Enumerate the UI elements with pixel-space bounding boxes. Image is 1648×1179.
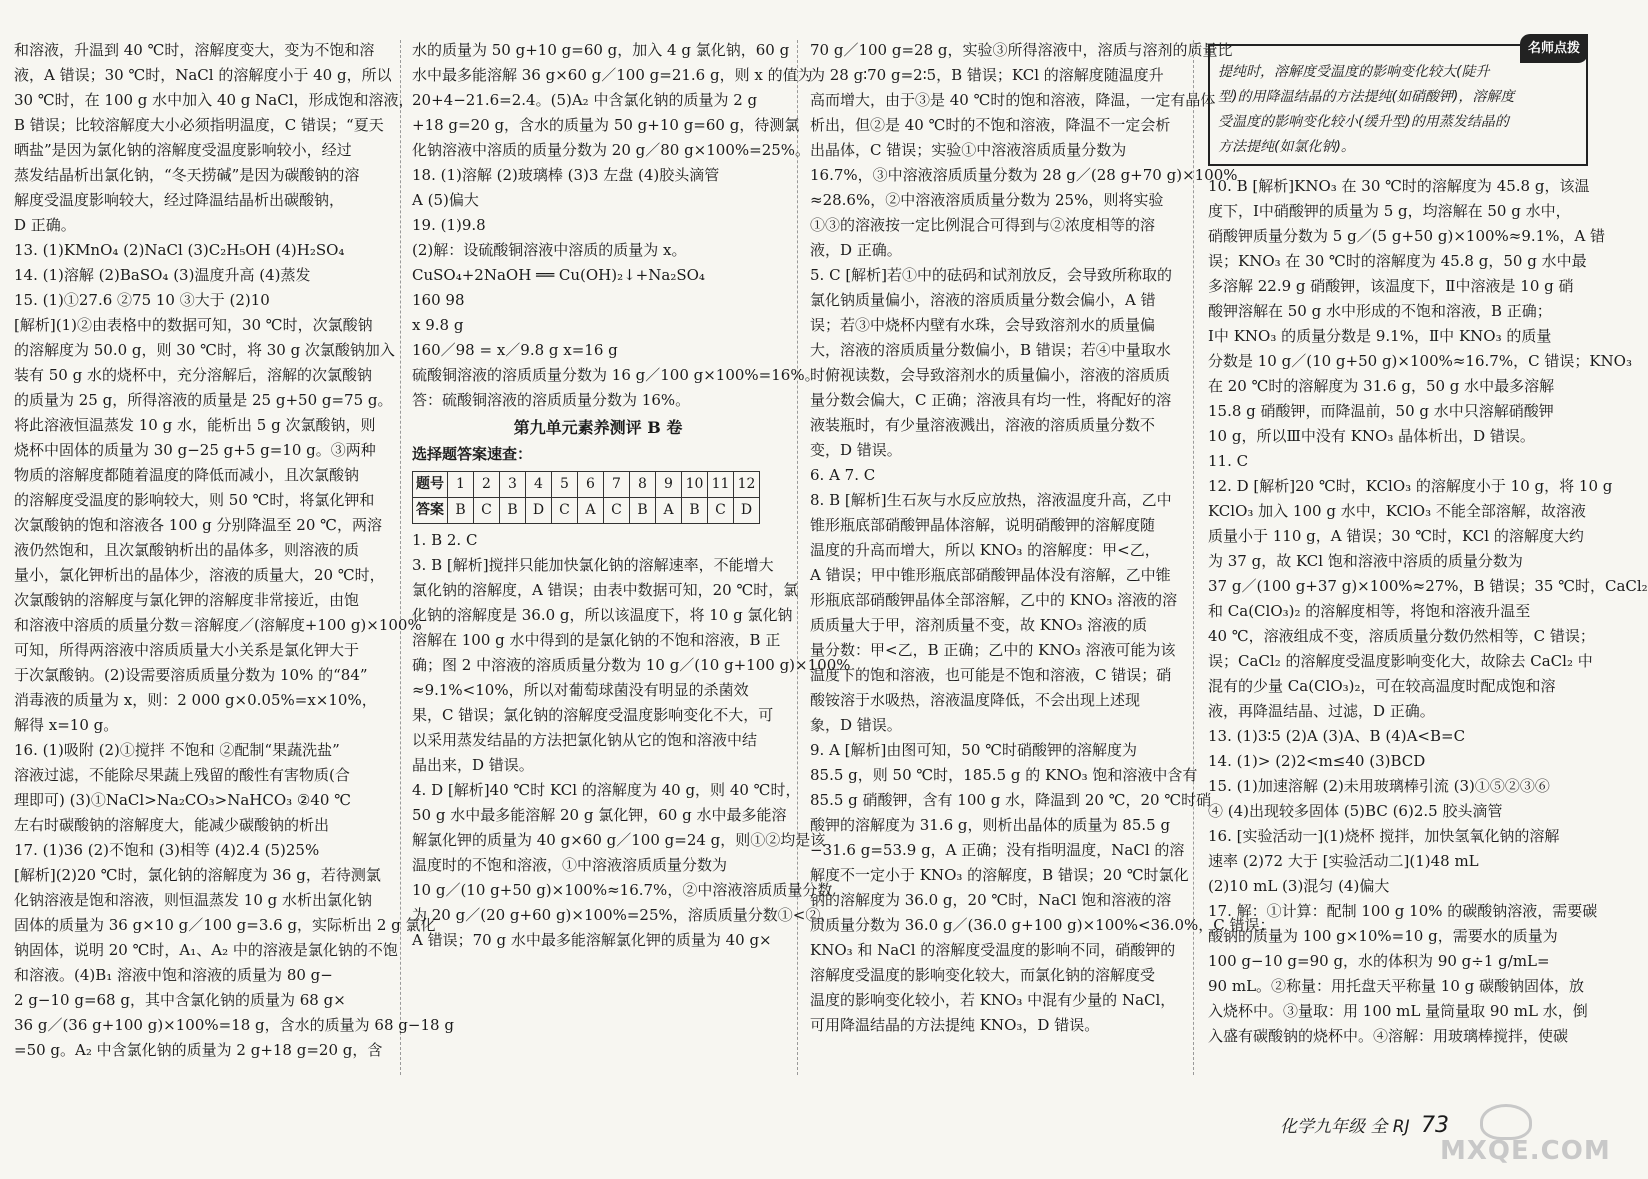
text-line: 误；若③中烧杯内壁有水珠，会导致溶剂水的质量偏 xyxy=(810,316,1156,334)
text-line: A 错误；甲中锥形瓶底部硝酸钾晶体没有溶解，乙中锥 xyxy=(810,566,1171,584)
text-line: 13. (1)KMnO₄ (2)NaCl (3)C₂H₅OH (4)H₂SO₄ xyxy=(14,241,345,259)
text-line: 16.7%，③中溶液溶质质量分数为 28 g／(28 g+70 g)×100% xyxy=(810,166,1238,184)
text-line: 入烧杯中。③量取：用 100 mL 量筒量取 90 mL 水，倒 xyxy=(1208,1002,1588,1020)
text-line: 误；CaCl₂ 的溶解度受温度影响变化大，故除去 CaCl₂ 中 xyxy=(1208,652,1593,670)
text-line: 答：硫酸铜溶液的溶质质量分数为 16%。 xyxy=(412,391,691,409)
text-line: KClO₃ 加入 100 g 水中，KClO₃ 不能全部溶解，故溶液 xyxy=(1208,502,1586,520)
text-line: 3. B [解析]搅拌只能加快氯化钠的溶解速率，不能增大 xyxy=(412,556,774,574)
answer-table-answer-row xyxy=(413,498,760,524)
text-line: 12. D [解析]20 ℃时，KClO₃ 的溶解度小于 10 g，将 10 g xyxy=(1208,477,1613,495)
question-number: 5 xyxy=(552,472,578,498)
text-line: 90 mL。②称量：用托盘天平称量 10 g 碳酸钠固体，放 xyxy=(1208,977,1585,995)
text-line: ④ (4)出现较多固体 (5)BC (6)2.5 胶头滴管 xyxy=(1208,802,1503,820)
text-line: 温度的影响变化较小，若 KNO₃ 中混有少量的 NaCl， xyxy=(810,991,1176,1009)
text-line: 大，溶液的溶质质量分数偏小，B 错误；若④中量取水 xyxy=(810,341,1171,359)
text-line: 酸钾的溶解度为 31.6 g，则析出晶体的质量为 85.5 g xyxy=(810,816,1171,834)
text-line: 可知，所得两溶液中溶质质量大小关系是氯化钾大于 xyxy=(14,641,360,659)
text-line: 解度不一定小于 KNO₃ 的溶解度，B 错误；20 ℃时氯化 xyxy=(810,866,1189,884)
text-line: 消毒液的质量为 x，则：2 000 g×0.05%=x×10%， xyxy=(14,691,377,709)
text-line: 40 ℃，溶液组成不变，溶质质量分数仍然相等，C 错误； xyxy=(1208,627,1595,645)
question-number: 10 xyxy=(682,472,708,498)
text-line: 水的质量为 50 g+10 g=60 g，加入 4 g 氯化钠，60 g xyxy=(412,41,790,59)
answer-cell: B xyxy=(500,498,526,524)
text-line: 固体的质量为 36 g×10 g／100 g=3.6 g，实际析出 2 g 氯化 xyxy=(14,916,436,934)
text-line: 温度的升高而增大，所以 KNO₃ 的溶解度：甲<乙， xyxy=(810,541,1160,559)
teacher-tip-badge: 名师点拨 xyxy=(1520,34,1588,63)
text-line: 次氯酸钠的饱和溶液各 100 g 分别降温至 20 ℃，两溶 xyxy=(14,516,382,534)
text-line: 溶解在 100 g 水中得到的是氯化钠的不饱和溶液，B 正 xyxy=(412,631,781,649)
text-line: ①③的溶液按一定比例混合可得到与②浓度相等的溶 xyxy=(810,216,1156,234)
answer-cell: B xyxy=(448,498,474,524)
text-line: 量分数：甲<乙，B 正确；乙中的 KNO₃ 溶液可能为该 xyxy=(810,641,1176,659)
text-line: 时俯视读数，会导致溶剂水的质量偏小，溶液的溶质质 xyxy=(810,366,1171,384)
text-line: 和 Ca(ClO₃)₂ 的溶解度相等，将饱和溶液升温至 xyxy=(1208,602,1531,620)
text-line: 理即可) (3)①NaCl>Na₂CO₃>NaHCO₃ ②40 ℃ xyxy=(14,791,352,809)
text-line: 16. [实验活动一](1)烧杯 搅拌，加快氢氧化钠的溶解 xyxy=(1208,827,1560,845)
text-line: D 正确。 xyxy=(14,216,76,234)
text-line: 15. (1)①27.6 ②75 10 ③大于 (2)10 xyxy=(14,291,270,309)
text-line: 水中最多能溶解 36 g×60 g／100 g=21.6 g，则 x 的值为 xyxy=(412,66,813,84)
text-line: 温度时的不饱和溶液，①中溶液溶质质量分数为 xyxy=(412,856,728,874)
text-line: 量分数会偏大，C 正确；溶液具有均一性，将配好的溶 xyxy=(810,391,1172,409)
answer-cell: A xyxy=(656,498,682,524)
text-line: 混有的少量 Ca(ClO₃)₂，可在较高温度时配成饱和溶 xyxy=(1208,677,1556,695)
text-line: 氯化钠质量偏小，溶液的溶质质量分数会偏小，A 错 xyxy=(810,291,1156,309)
text-line: 氯化钠的溶解度，A 错误；由表中数据可知，20 ℃时，氯 xyxy=(412,581,799,599)
text-line: 1. B 2. C xyxy=(412,531,478,549)
text-line: 提纯时，溶解度受温度的影响变化较大(陡升 xyxy=(1218,64,1490,80)
text-line: 质质量分数为 36.0 g／(36.0 g+100 g)×100%<36.0%，C 错误； xyxy=(810,916,1275,934)
text-line: 溶液过滤，不能除尽果蔬上残留的酸性有害物质(合 xyxy=(14,766,350,784)
text-line: 17. 解：①计算：配制 100 g 10% 的碳酸钠溶液，需要碳 xyxy=(1208,902,1598,920)
text-line: 量小，氯化钾析出的晶体少，溶液的质量大，20 ℃时， xyxy=(14,566,385,584)
answer-cell: B xyxy=(682,498,708,524)
text-line: 确；图 2 中溶液的溶质质量分数为 10 g／(10 g+100 g)×100% xyxy=(412,656,851,674)
page-number: 73 xyxy=(1421,1113,1450,1138)
text-line: B 错误；比较溶解度大小必须指明温度，C 错误；“夏天 xyxy=(14,116,384,134)
text-line: 10. B [解析]KNO₃ 在 30 ℃时的溶解度为 45.8 g，该温 xyxy=(1208,177,1590,195)
question-number: 12 xyxy=(734,472,760,498)
text-line: 变，D 错误。 xyxy=(810,441,902,459)
text-line: 型)的用降温结晶的方法提纯(如硝酸钾)，溶解度 xyxy=(1218,89,1515,105)
text-line: 36 g／(36 g+100 g)×100%=18 g，含水的质量为 68 g−18 g xyxy=(14,1016,454,1034)
text-line: 和溶液。(4)B₁ 溶液中饱和溶液的质量为 80 g− xyxy=(14,966,333,984)
answer-cell: B xyxy=(630,498,656,524)
text-line: 16. (1)吸附 (2)①搅拌 不饱和 ②配制“果蔬洗盐” xyxy=(14,741,340,759)
text-line: 入盛有碳酸钠的烧杯中。④溶解：用玻璃棒搅拌，使碳 xyxy=(1208,1027,1569,1045)
text-line: −31.6 g=53.9 g，A 正确；没有指明温度，NaCl 的溶 xyxy=(810,841,1185,859)
teacher-tip-lines xyxy=(1218,60,1578,160)
text-line: A (5)偏大 xyxy=(412,191,479,209)
text-line: 出晶体，C 错误；实验①中溶液溶质质量分数为 xyxy=(810,141,1127,159)
text-line: +18 g=20 g，含水的质量为 50 g+10 g=60 g，待测氯 xyxy=(412,116,800,134)
text-line: 10 g／(10 g+50 g)×100%≈16.7%，②中溶液溶质质量分数 xyxy=(412,881,833,899)
watermark: MXQE.COM xyxy=(1440,1136,1611,1166)
text-line: 质量小于 110 g，A 错误；30 ℃时，KCl 的溶解度大约 xyxy=(1208,527,1584,545)
answer-table-answer-header: 答案 xyxy=(413,498,448,524)
question-number: 7 xyxy=(604,472,630,498)
text-line: 液，D 正确。 xyxy=(810,241,902,259)
text-line: ≈28.6%，②中溶液溶质质量分数为 25%，则将实验 xyxy=(810,191,1164,209)
text-line: 解得 x=10 g。 xyxy=(14,716,119,734)
answer-table-number-row xyxy=(413,472,760,498)
question-number: 8 xyxy=(630,472,656,498)
text-line: 17. (1)36 (2)不饱和 (3)相等 (4)2.4 (5)25% xyxy=(14,841,320,859)
text-line: x 9.8 g xyxy=(412,316,464,334)
text-line: 8. B [解析]生石灰与水反应放热，溶液温度升高，乙中 xyxy=(810,491,1172,509)
question-number: 9 xyxy=(656,472,682,498)
text-line: 液，再降温结晶、过滤，D 正确。 xyxy=(1208,702,1435,720)
question-number: 11 xyxy=(708,472,734,498)
text-line: Ⅰ中 KNO₃ 的质量分数是 9.1%，Ⅱ中 KNO₃ 的质量 xyxy=(1208,327,1552,345)
text-line: 化钠溶液中溶质的质量分数为 20 g／80 g×100%=25%。 xyxy=(412,141,811,159)
text-line: 9. A [解析]由图可知，50 ℃时硝酸钾的溶解度为 xyxy=(810,741,1138,759)
text-line: 2 g−10 g=68 g，其中含氯化钠的质量为 68 g× xyxy=(14,991,346,1009)
text-line: 速率 (2)72 大于 [实验活动二](1)48 mL xyxy=(1208,852,1479,870)
answer-cell: D xyxy=(734,498,760,524)
text-line: 为 28 g∶70 g=2∶5，B 错误；KCl 的溶解度随温度升 xyxy=(810,66,1164,84)
text-line: 化钠溶液是饱和溶液，则恒温蒸发 10 g 水析出氯化钠 xyxy=(14,891,372,909)
text-line: 以采用蒸发结晶的方法把氯化钠从它的饱和溶液中结 xyxy=(412,731,758,749)
text-line: 液仍然饱和，且次氯酸钠析出的晶体多，则溶液的质 xyxy=(14,541,360,559)
text-line: 和溶液中溶质的质量分数＝溶解度／(溶解度+100 g)×100% xyxy=(14,616,422,634)
page-footer xyxy=(1280,1112,1449,1138)
column-4 xyxy=(1208,38,1648,1049)
text-line: 锥形瓶底部硝酸钾晶体溶解，说明硝酸钾的溶解度随 xyxy=(810,516,1156,534)
text-line: 18. (1)溶解 (2)玻璃棒 (3)3 左盘 (4)胶头滴管 xyxy=(412,166,720,184)
text-line: =50 g。A₂ 中含氯化钠的质量为 2 g+18 g=20 g，含 xyxy=(14,1041,383,1059)
answer-cell: C xyxy=(474,498,500,524)
text-line: 5. C [解析]若①中的砝码和试剂放反，会导致所称取的 xyxy=(810,266,1173,284)
section-title: 第九单元素养测评 B 卷 xyxy=(513,418,683,437)
text-line: 果，C 错误；氯化钠的溶解度受温度影响变化不大，可 xyxy=(412,706,774,724)
footer-subject: 化学九年级 全 RJ xyxy=(1280,1117,1410,1137)
teacher-tip-box xyxy=(1208,41,1588,166)
text-line: 晒盐”是因为氯化钠的溶解度受温度影响较小，经过 xyxy=(14,141,352,159)
text-line: ≈9.1%<10%，所以对葡萄球菌没有明显的杀菌效 xyxy=(412,681,749,699)
text-line: 的溶解度受温度的影响较大，则 50 ℃时，将氯化钾和 xyxy=(14,491,375,509)
text-line: 的溶解度为 50.0 g，则 30 ℃时，将 30 g 次氯酸钠加入 xyxy=(14,341,395,359)
text-line: 象，D 错误。 xyxy=(810,716,902,734)
text-line: 酸铵溶于水吸热，溶液温度降低，不会出现上述现 xyxy=(810,691,1141,709)
text-line: 钠的溶解度为 36.0 g，20 ℃时，NaCl 饱和溶液的溶 xyxy=(810,891,1172,909)
text-line: 物质的溶解度都随着温度的降低而减小，且次氯酸钠 xyxy=(14,466,360,484)
text-line: 在 20 ℃时的溶解度为 31.6 g，50 g 水中最多溶解 xyxy=(1208,377,1555,395)
text-line: 液装瓶时，有少量溶液溅出，溶液的溶质质量分数不 xyxy=(810,416,1156,434)
text-line: 受温度的影响变化较小(缓升型)的用蒸发结晶的 xyxy=(1218,114,1509,130)
text-line: 左右时碳酸钠的溶解度大，能减少碳酸钠的析出 xyxy=(14,816,330,834)
text-line: 14. (1)溶解 (2)BaSO₄ (3)温度升高 (4)蒸发 xyxy=(14,266,311,284)
text-line: 多溶解 22.9 g 硝酸钾，该温度下，Ⅱ中溶液是 10 g 硝 xyxy=(1208,277,1574,295)
text-line: 将此溶液恒温蒸发 10 g 水，能析出 5 g 次氯酸钠，则 xyxy=(14,416,376,434)
text-line: 50 g 水中最多能溶解 20 g 氯化钾，60 g 水中最多能溶 xyxy=(412,806,787,824)
answer-check-label: 选择题答案速查： xyxy=(412,445,533,463)
column-4-lines xyxy=(1208,174,1648,1049)
question-number: 3 xyxy=(500,472,526,498)
text-line: 解氯化钾的质量为 40 g×60 g／100 g=24 g，则①②均是该 xyxy=(412,831,826,849)
text-line: 蒸发结晶析出氯化钠，“冬天捞碱”是因为碳酸钠的溶 xyxy=(14,166,360,184)
text-line: 100 g−10 g=90 g，水的体积为 90 g÷1 g/mL= xyxy=(1208,952,1550,970)
text-line: 于次氯酸钠。(2)设需要溶质质量分数为 10% 的“84” xyxy=(14,666,368,684)
question-number: 6 xyxy=(578,472,604,498)
text-line: 方法提纯(如氯化钠)。 xyxy=(1218,139,1355,155)
text-line: 6. A 7. C xyxy=(810,466,876,484)
text-line: 160 98 xyxy=(412,291,465,309)
text-line: 高而增大，由于③是 40 ℃时的饱和溶液，降温，一定有晶体 xyxy=(810,91,1216,109)
question-number: 4 xyxy=(526,472,552,498)
text-line: 10 g，所以Ⅲ中没有 KNO₃ 晶体析出，D 错误。 xyxy=(1208,427,1535,445)
text-line: 14. (1)> (2)2<m≤40 (3)BCD xyxy=(1208,752,1426,770)
column-2-lines xyxy=(412,38,820,413)
answer-cell: A xyxy=(578,498,604,524)
watermark-logo-icon xyxy=(1480,1104,1532,1140)
question-number: 2 xyxy=(474,472,500,498)
text-line: 85.5 g，则 50 ℃时，185.5 g 的 KNO₃ 饱和溶液中含有 xyxy=(810,766,1198,784)
text-line: 硝酸钾质量分数为 5 g／(5 g+50 g)×100%≈9.1%，A 错 xyxy=(1208,227,1606,245)
text-line: 析出，但②是 40 ℃时的不饱和溶液，降温不一定会析 xyxy=(810,116,1171,134)
text-line: 的质量为 25 g，所得溶液的质量是 25 g+50 g=75 g。 xyxy=(14,391,393,409)
text-line: 晶出来，D 错误。 xyxy=(412,756,534,774)
text-line: 70 g／100 g=28 g，实验③所得溶液中，溶质与溶剂的质量比 xyxy=(810,41,1233,59)
text-line: 19. (1)9.8 xyxy=(412,216,486,234)
text-line: 酸钾溶解在 50 g 水中形成的不饱和溶液，B 正确； xyxy=(1208,302,1552,320)
text-line: 可用降温结晶的方法提纯 KNO₃，D 错误。 xyxy=(810,1016,1100,1034)
text-line: 15.8 g 硝酸钾，而降温前，50 g 水中只溶解硝酸钾 xyxy=(1208,402,1554,420)
answer-cell: C xyxy=(604,498,630,524)
text-line: 钠固体，说明 20 ℃时，A₁、A₂ 中的溶液是氯化钠的不饱 xyxy=(14,941,398,959)
text-line: (2)10 mL (3)混匀 (4)偏大 xyxy=(1208,877,1390,895)
text-line: 温度下的饱和溶液，也可能是不饱和溶液，C 错误；硝 xyxy=(810,666,1172,684)
text-line: 11. C xyxy=(1208,452,1249,470)
text-line: 解度受温度影响较大，经过降温结晶析出碳酸钠， xyxy=(14,191,345,209)
text-line: 13. (1)3∶5 (2)A (3)A、B (4)A<B=C xyxy=(1208,727,1466,745)
text-line: 20+4−21.6=2.4。(5)A₂ 中含氯化钠的质量为 2 g xyxy=(412,91,758,109)
text-line: 为 37 g，故 KCl 饱和溶液中溶质的质量分数为 xyxy=(1208,552,1523,570)
text-line: 4. D [解析]40 ℃时 KCl 的溶解度为 40 g，则 40 ℃时， xyxy=(412,781,801,799)
answer-table-number-header: 题号 xyxy=(413,472,448,498)
column-2-lines-after xyxy=(412,528,851,953)
text-line: 30 ℃时，在 100 g 水中加入 40 g NaCl，形成饱和溶液， xyxy=(14,91,414,109)
text-line: 15. (1)加速溶解 (2)未用玻璃棒引流 (3)①⑤②③⑥ xyxy=(1208,777,1550,795)
text-line: 装有 50 g 水的烧杯中，充分溶解后，溶解的次氯酸钠 xyxy=(14,366,372,384)
answer-cell: C xyxy=(552,498,578,524)
text-line: [解析](1)②由表格中的数据可知，30 ℃时，次氯酸钠 xyxy=(14,316,373,334)
text-line: 形瓶底部硝酸钾晶体全部溶解，乙中的 KNO₃ 溶液的溶 xyxy=(810,591,1178,609)
text-line: 度下，Ⅰ中硝酸钾的质量为 5 g，均溶解在 50 g 水中， xyxy=(1208,202,1571,220)
text-line: 硫酸铜溶液的溶质质量分数为 16 g／100 g×100%=16%。 xyxy=(412,366,820,384)
text-line: 液，A 错误；30 ℃时，NaCl 的溶解度小于 40 g，所以 xyxy=(14,66,392,84)
text-line: [解析](2)20 ℃时，氯化钠的溶解度为 36 g，若待测氯 xyxy=(14,866,381,884)
text-line: 和溶液，升温到 40 ℃时，溶解度变大，变为不饱和溶 xyxy=(14,41,375,59)
text-line: 化钠的溶解度是 36.0 g，所以该温度下，将 10 g 氯化钠 xyxy=(412,606,793,624)
text-line: 酸钠的质量为 100 g×10%=10 g，需要水的质量为 xyxy=(1208,927,1558,945)
text-line: 次氯酸钠的溶解度与氯化钾的溶解度非常接近，由饱 xyxy=(14,591,360,609)
text-line: A 错误；70 g 水中最多能溶解氯化钾的质量为 40 g× xyxy=(412,931,772,949)
text-line: 160／98 = x／9.8 g x=16 g xyxy=(412,341,618,359)
text-line: (2)解：设硫酸铜溶液中溶质的质量为 x。 xyxy=(412,241,687,259)
text-line: KNO₃ 和 NaCl 的溶解度受温度的影响不同，硝酸钾的 xyxy=(810,941,1176,959)
text-line: 溶解度受温度的影响变化较大，而氯化钠的溶解度受 xyxy=(810,966,1156,984)
text-line: 分数是 10 g／(10 g+50 g)×100%≈16.7%，C 错误；KNO₃ xyxy=(1208,352,1632,370)
question-number: 1 xyxy=(448,472,474,498)
answer-cell: D xyxy=(526,498,552,524)
text-line: CuSO₄+2NaOH ══ Cu(OH)₂↓+Na₂SO₄ xyxy=(412,266,705,284)
text-line: 质质量大于甲，溶剂质量不变，故 KNO₃ 溶液的质 xyxy=(810,616,1148,634)
text-line: 误；KNO₃ 在 30 ℃时的溶解度为 45.8 g，50 g 水中最 xyxy=(1208,252,1587,270)
text-line: 85.5 g 硝酸钾，含有 100 g 水，降温到 20 ℃，20 ℃时硝 xyxy=(810,791,1212,809)
answer-cell: C xyxy=(708,498,734,524)
answer-table xyxy=(412,471,760,524)
text-line: 为 20 g／(20 g+60 g)×100%=25%，溶质质量分数①<②， xyxy=(412,906,836,924)
text-line: 37 g／(100 g+37 g)×100%≈27%，B 错误；35 ℃时，CaCl₂ xyxy=(1208,577,1648,595)
text-line: 烧杯中固体的质量为 30 g−25 g+5 g=10 g。③两种 xyxy=(14,441,376,459)
